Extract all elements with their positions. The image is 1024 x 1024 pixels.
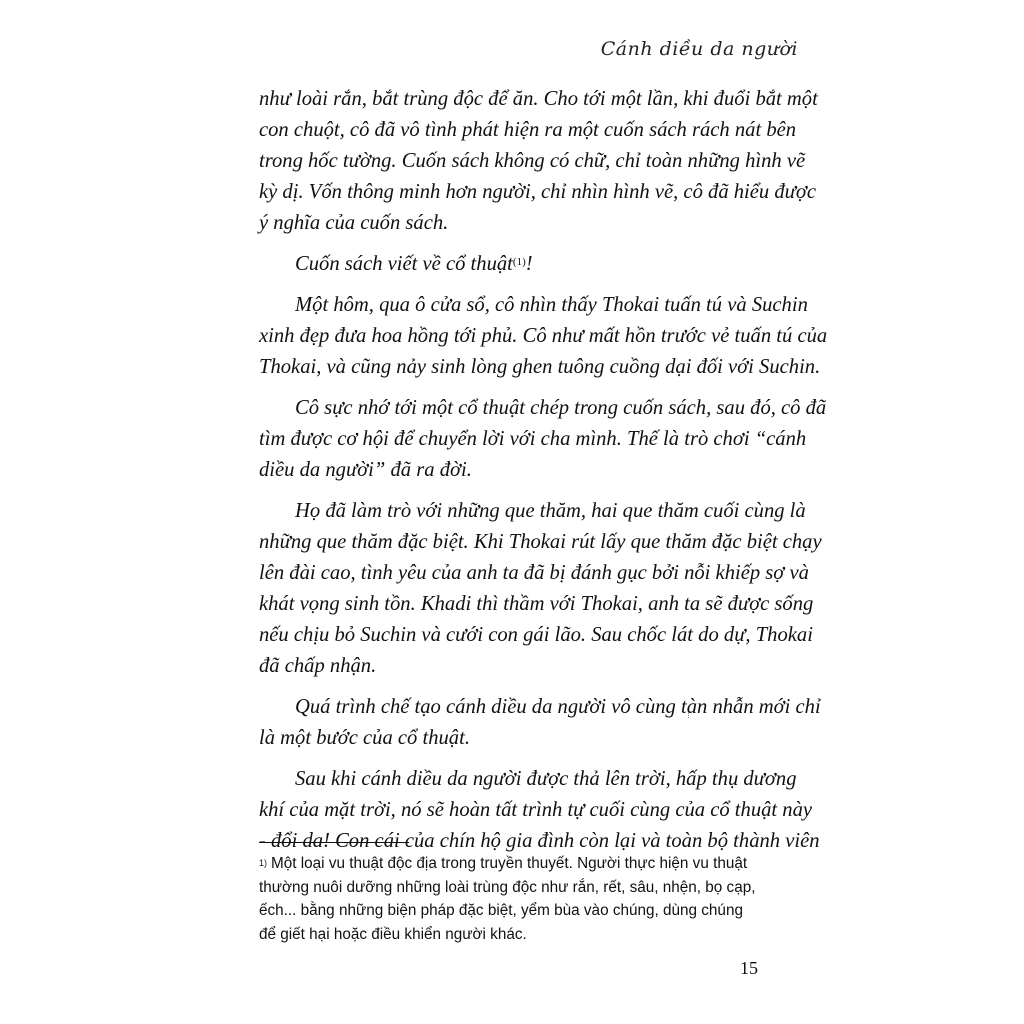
running-header: Cánh diều da người: [600, 38, 798, 60]
text-line: kỳ dị. Vốn thông minh hơn người, chỉ nhìn hình vẽ, cô đã hiểu được: [259, 181, 817, 203]
text-line: Một hôm, qua ô cửa sổ, cô nhìn thấy Thokai tuấn tú và Suchin: [295, 294, 808, 316]
text-line: xinh đẹp đưa hoa hồng tới phủ. Cô như mất hồn trước vẻ tuấn tú của: [259, 325, 828, 347]
footnote-reference: (1): [512, 256, 526, 268]
text-line: những que thăm đặc biệt. Khi Thokai rút lấy que thăm đặc biệt chạy: [259, 531, 822, 553]
text-line: con chuột, cô đã vô tình phát hiện ra một cuốn sách rách nát bên: [259, 119, 797, 141]
footnote: [259, 852, 769, 946]
text-line: ý nghĩa của cuốn sách.: [259, 212, 449, 234]
text-line: là một bước của cổ thuật.: [259, 727, 470, 749]
text-line: Quá trình chế tạo cánh diều da người vô cùng tàn nhẫn mới chỉ: [295, 696, 821, 718]
text-line: - đổi da! Con cái của chín hộ gia đình còn lại và toàn bộ thành viên: [259, 830, 820, 852]
text-line: Thokai, và cũng nảy sinh lòng ghen tuông cuồng dại đối với Suchin.: [259, 356, 821, 378]
text-line: như loài rắn, bắt trùng độc để ăn. Cho tới một lần, khi đuổi bắt một: [259, 88, 818, 110]
paragraph: [259, 692, 821, 754]
text-line: tìm được cơ hội để chuyển lời với cha mình. Thế là trò chơi “cánh: [259, 428, 807, 450]
print-speck: [688, 712, 692, 718]
text-segment: Một loại vu thuật độc địa trong truyền thuyết. Người thực hiện vu thuật: [271, 855, 748, 872]
text-line: [259, 249, 769, 280]
text-line: lên đài cao, tình yêu của anh ta đã bị đánh gục bởi nỗi khiếp sợ và: [259, 562, 809, 584]
footnote-line: [259, 852, 769, 876]
paragraph: [259, 290, 828, 383]
text-line: diều da người” đã ra đời.: [259, 459, 472, 481]
body-text: [259, 84, 828, 867]
paragraph: [259, 496, 822, 682]
paragraph: [259, 393, 827, 486]
footnote-divider: [259, 842, 409, 843]
footnote-mark: 1): [259, 858, 268, 868]
text-line: trong hốc tường. Cuốn sách không có chữ, chỉ toàn những hình vẽ: [259, 150, 806, 172]
text-segment: Cuốn sách viết về cổ thuật: [295, 253, 513, 275]
paragraph: [259, 764, 820, 857]
footnote-line: để giết hại hoặc điều khiển người khác.: [259, 925, 527, 943]
page-number: 15: [740, 958, 758, 978]
text-segment: !: [525, 253, 533, 275]
text-line: Họ đã làm trò với những que thăm, hai que thăm cuối cùng là: [295, 500, 806, 522]
paragraph: [259, 84, 818, 239]
text-line: nếu chịu bỏ Suchin và cưới con gái lão. Sau chốc lát do dự, Thokai: [259, 624, 813, 646]
text-line: Sau khi cánh diều da người được thả lên trời, hấp thụ dương: [295, 768, 797, 790]
footnote-line: ếch... bằng những biện pháp đặc biệt, yểm bùa vào chúng, dùng chúng: [259, 902, 743, 919]
text-line: khí của mặt trời, nó sẽ hoàn tất trình tự cuối cùng của cổ thuật này: [259, 799, 813, 821]
text-line: khát vọng sinh tồn. Khadi thì thầm với Thokai, anh ta sẽ được sống: [259, 593, 814, 615]
footnote-line: thường nuôi dưỡng những loài trùng độc như rắn, rết, sâu, nhện, bọ cạp,: [259, 878, 756, 896]
paragraph: [259, 249, 769, 280]
text-line: đã chấp nhận.: [259, 655, 377, 677]
text-line: Cô sực nhớ tới một cổ thuật chép trong cuốn sách, sau đó, cô đã: [295, 397, 827, 419]
